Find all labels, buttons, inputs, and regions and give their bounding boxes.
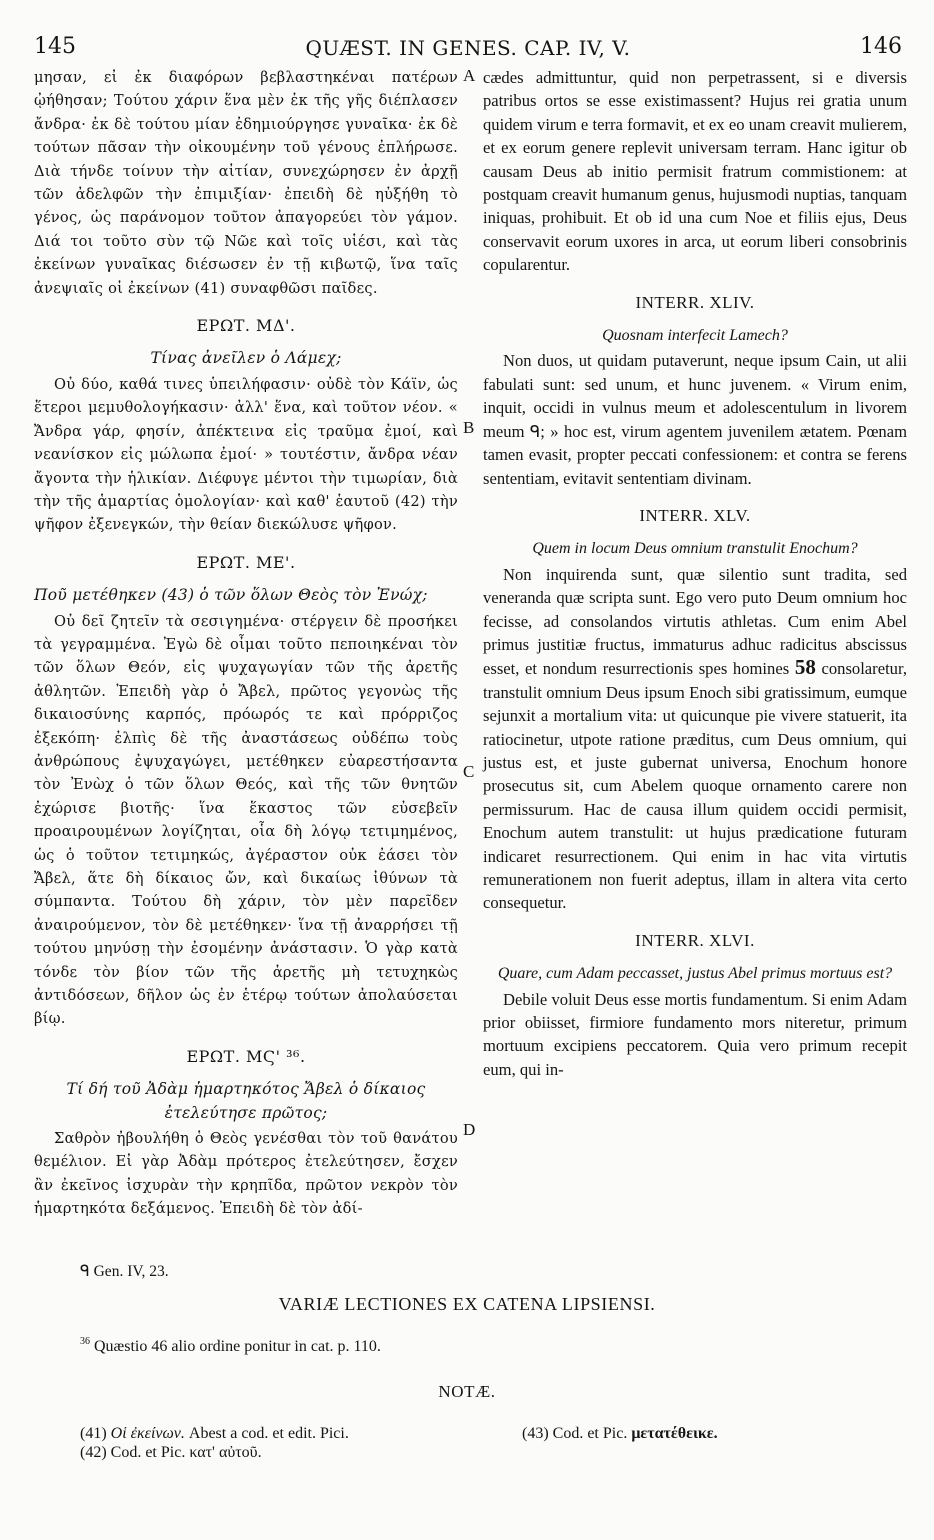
margin-mark-a: A — [463, 66, 476, 85]
notae-heading: NOTÆ. — [438, 1382, 496, 1401]
latin-q45-title: Quem in locum Deus omnium transtulit Enochum? — [532, 540, 858, 558]
latin-q44-title: Quosnam interfecit Lamech? — [602, 327, 788, 345]
running-header — [28, 34, 908, 64]
running-title: QUÆST. IN GENES. CAP. IV, V. — [305, 36, 631, 60]
greek-q44-text: Οὐ δύο, καθά τινες ὑπειλήφασιν· οὐδὲ τὸν Κάϊν, ὡς ἕτεροι μεμυθολογήκασιν· ἀλλ' ἕνα, καὶ τοῦτον νέον. « Ἄνδρα γάρ, φησίν, ἀπέκτεινα εἰς τραῦμα ἐμοί, καὶ νεανίσκον εἰς μώλωπα ἐμοί· » τουτέστιν, ἄνδρα νέαν ἄγοντα τὴν ἡλικίαν. Διέφυγε μέντοι τὴν τιμωρίαν, διὰ τὴν τῆς ἁμαρτίας ὁμολογίαν· καὶ καθ' ἑαυτοῦ (42) τὴν ψῆφον ἐξενεγκών, τὴν θείαν διεκώλυσε ψῆφον. — [34, 375, 458, 534]
note-41-greek: Οἱ ἐκείνων. — [110, 1425, 185, 1442]
latin-q45-text — [483, 563, 907, 915]
page-number-right: 146 — [860, 34, 902, 59]
latin-q44-heading: INTERR. XLIV. — [635, 292, 755, 312]
margin-mark-c: C — [463, 762, 475, 781]
note-42-text: Cod. et Pic. κατ' αὐτοῦ. — [110, 1444, 262, 1461]
variant-note-36 — [80, 1338, 381, 1356]
greek-q45-text: Οὐ δεῖ ζητεῖν τὰ σεσιγημένα· στέργειν δὲ προσήκει τὰ γεγραμμένα. Ἐγὼ δὲ οἶμαι τοῦτο πεποιηκέναι τὸν τῶν ὅλων Θεόν, εἰς ψυχαγωγίαν τῶν τῆς ἀρετῆς ἀθλητῶν. Ἐπειδὴ γὰρ ὁ Ἄβελ, πρῶτος γεγονὼς τῆς δικαιοσύνης καρπός, πρόωρός τε καὶ πρόρριζος ἐξεκόπη· ἐλπὶς δὲ τῆς ἀναστάσεως οὐδέπω τοὺς ἀνθρώπους ἐψυχαγώγει, μετέθηκεν εὐαρεστήσαντα τὸν Ἐνὼχ ὁ τῶν ὅλων Θεός, καὶ τῆς τῶν θνητῶν ἐχώρισε βιοτῆς· ἵνα ἕκαστος τῶν εὐσεβεῖν προαιρουμένων λογίζηται, οἷα δὴ λόγῳ τετιμημένος, ὡς ὁ τοῦτον τετιμηκώς, ἀγέραστον οὐκ ἐάσει τὸν Ἄβελ, ἅτε δὴ δίκαιος ὤν, καὶ δικαίως ἰθύνων τὰ σύμπαντα. Τούτου δὴ χάριν, τὸν μὲν παρεῖδεν ἀναιρούμενον, τὸν δὲ μετέθηκεν· ἵνα τῇ ἀναρρήσει τῇ τούτου μηνύσῃ τὴν ἐσομένην ἀνάστασιν. Ὁ γὰρ κατὰ τόνδε τὸν βίον τῶν τῆς ἀρετῆς μὴ τετυχηκὼς ἀντιδόσεων, δῆλον ὡς ἐν ἑτέρῳ τούτων ἀπολαύσεται βίῳ. — [34, 612, 458, 1028]
note-43-greek: μετατέθεικε. — [631, 1425, 718, 1442]
greek-q46-heading: ΕΡΩΤ. ΜϚ' ³⁶. — [186, 1046, 306, 1066]
latin-q44-text: Non duos, ut quidam putaverunt, neque ipsum Cain, ut alii fabulati sunt: sed unum, et hunc juvenem. « Virum enim, inquit, occidi in vulnus meum et adolescentulum in livorem meum ᑫ; » hoc est, virum agentem juvenilem ætatem. Pœnam tamen evasit, propter peccati confessionem: et contra se ferens sententiam, evitavit sententiam divinam. — [483, 351, 907, 488]
greek-q44-title: Τίνας ἀνεῖλεν ὁ Λάμεχ; — [150, 349, 342, 368]
greek-intro: μησαν, εἰ ἐκ διαφόρων βεβλαστηκέναι πατέρων ᾠήθησαν; Τούτου χάριν ἕνα μὲν ἐκ τῆς γῆς διέπλασεν ἄνδρα· ἐκ δὲ τούτου μίαν ἐδημιούργησε γυναῖκα· ἐκ δὲ τούτων πᾶσαν τὴν οἰκουμένην τοῦ γένους ἐπλήρωσε. Διὰ τήνδε τοίνυν τὴν αἰτίαν, συνεχώρησεν ἐν ἀρχῇ τῶν ἀδελφῶν τὴν ἐπιμιξίαν· ἐπειδὴ δὲ ηὐξήθη τὸ γένος, ὡς παράνομον τοῦτον ἀπαγορεύει τὸν γάμον. Διά τοι τοῦτο σὺν τῷ Νῶε καὶ τοῖς υἱέσι, καὶ τὰς ἐκείνων γυναῖκας διέσωσεν ἐν τῇ κιβωτῷ, ἵνα ταῖς ἀνεψιαῖς οἱ ἐκείνων (41) συναφθῶσι παῖδες. — [34, 69, 458, 297]
note-43 — [522, 1425, 718, 1443]
latin-q46-heading: INTERR. XLVI. — [635, 930, 755, 950]
latin-intro: cædes admittuntur, quid non perpetrassent, si e diversis patribus ortos se esse existimassent? Hujus rei gratia unum quidem virum e terra formavit, et ex eo unam creavit mulierem, et ex eorum genere replevit universam terram. Hanc igitur ob causam Deus ab initio permisit fratrum commistionem: at postquam creavit humanum genus, hujusmodi nuptias, tanquam iniquas, prohibuit. Et ob id una cum Noe et filiis ejus, Deus conservavit eorum uxores in arca, ut eorum liberi consobrinis copularentur. — [483, 68, 907, 275]
note-43-number: (43) — [522, 1425, 549, 1442]
margin-mark-d: D — [463, 1120, 476, 1139]
latin-q46-text: Debile voluit Deus esse mortis fundamentum. Si enim Adam prior obiisset, firmiore fundamento mors niteretur, primum mortuum excipiens peccatorem. Quia vero primum recepit eum, qui in- — [483, 989, 907, 1079]
note-42-number: (42) — [80, 1444, 107, 1461]
note-36-number: 36 — [80, 1336, 90, 1347]
latin-q45-heading: INTERR. XLV. — [639, 505, 751, 525]
note-41-number: (41) — [80, 1425, 107, 1442]
margin-mark-b: B — [463, 418, 475, 437]
page-number-left: 145 — [34, 34, 76, 59]
greek-q46-title: Τί δή τοῦ Ἀδὰμ ἡμαρτηκότος Ἄβελ ὁ δίκαιος ἐτελεύτησε πρῶτος; — [66, 1080, 426, 1122]
column-page-number: 58 — [794, 655, 816, 680]
latin-q46-title: Quare, cum Adam peccasset, justus Abel primus mortuus est? — [497, 965, 893, 983]
latin-q45-text-b: consolaretur, transtulit omnium Deus ipsum Enoch sibi gratissimum, eumque sejunxit a mortalium vita: ut quicunque pie vivere statuerit, ita ratiocinetur, utpote ratione præditus, cum Deus omnium, qui justus est, et juste gubernat universa, Enochum honore prosecutus sit, cum Abelem quoque ornamento carere non permissurum. Hac de causa illum quidem occidi permisit, Enochum autem transtulit: ut hujus prædicatione futuram indicaret resurrectionem. Qui enim in hac vita virtutis remunerationem non fuerit adeptus, illam in altera vita certo consequetur. — [483, 659, 907, 913]
variae-lectiones-heading: VARIÆ LECTIONES EX CATENA LIPSIENSI. — [278, 1294, 656, 1314]
latin-q45-text-a: Non inquirenda sunt, quæ silentio sunt tradita, sed veneranda quæ scripta sunt. Ego vero puto Deum omnium hoc fecisse, ad consolandos virtutis athletas. Cum enim Abel primus justitiæ fructus, immaturus adhuc radicitus abscissus esset, et nondum resurrectionis spes homines — [483, 564, 907, 679]
note-36-text: Quæstio 46 alio ordine ponitur in cat. p. 110. — [94, 1338, 381, 1355]
greek-q44-heading: ΕΡΩΤ. ΜΔ'. — [196, 316, 296, 336]
greek-q46-text: Σαθρὸν ἠβουλήθη ὁ Θεὸς γενέσθαι τὸν τοῦ θανάτου θεμέλιον. Εἰ γὰρ Ἀδὰμ πρότερος ἐτελεύτησεν, ἔσχεν ἂν ἐκεῖνος ἰσχυρὰν τὴν κρηπῖδα, πρῶτον νεκρὸν τὸν ἡμαρτηκότα δεξάμενος. Ἐπειδὴ δὲ τὸν ἀδί- — [34, 1130, 458, 1218]
note-42 — [80, 1444, 262, 1462]
note-41 — [80, 1425, 349, 1443]
scripture-footnote: ᑫ Gen. IV, 23. — [80, 1263, 169, 1280]
note-43-text: Cod. et Pic. — [552, 1425, 628, 1442]
note-41-text: Abest a cod. et edit. Pici. — [188, 1425, 349, 1442]
greek-column — [34, 66, 458, 1221]
latin-column — [483, 66, 907, 1081]
greek-q45-heading: ΕΡΩΤ. ΜΕ'. — [196, 552, 296, 572]
greek-q45-title: Ποῦ μετέθηκεν (43) ὁ τῶν ὅλων Θεὸς τὸν Ἐνώχ; — [34, 586, 428, 605]
